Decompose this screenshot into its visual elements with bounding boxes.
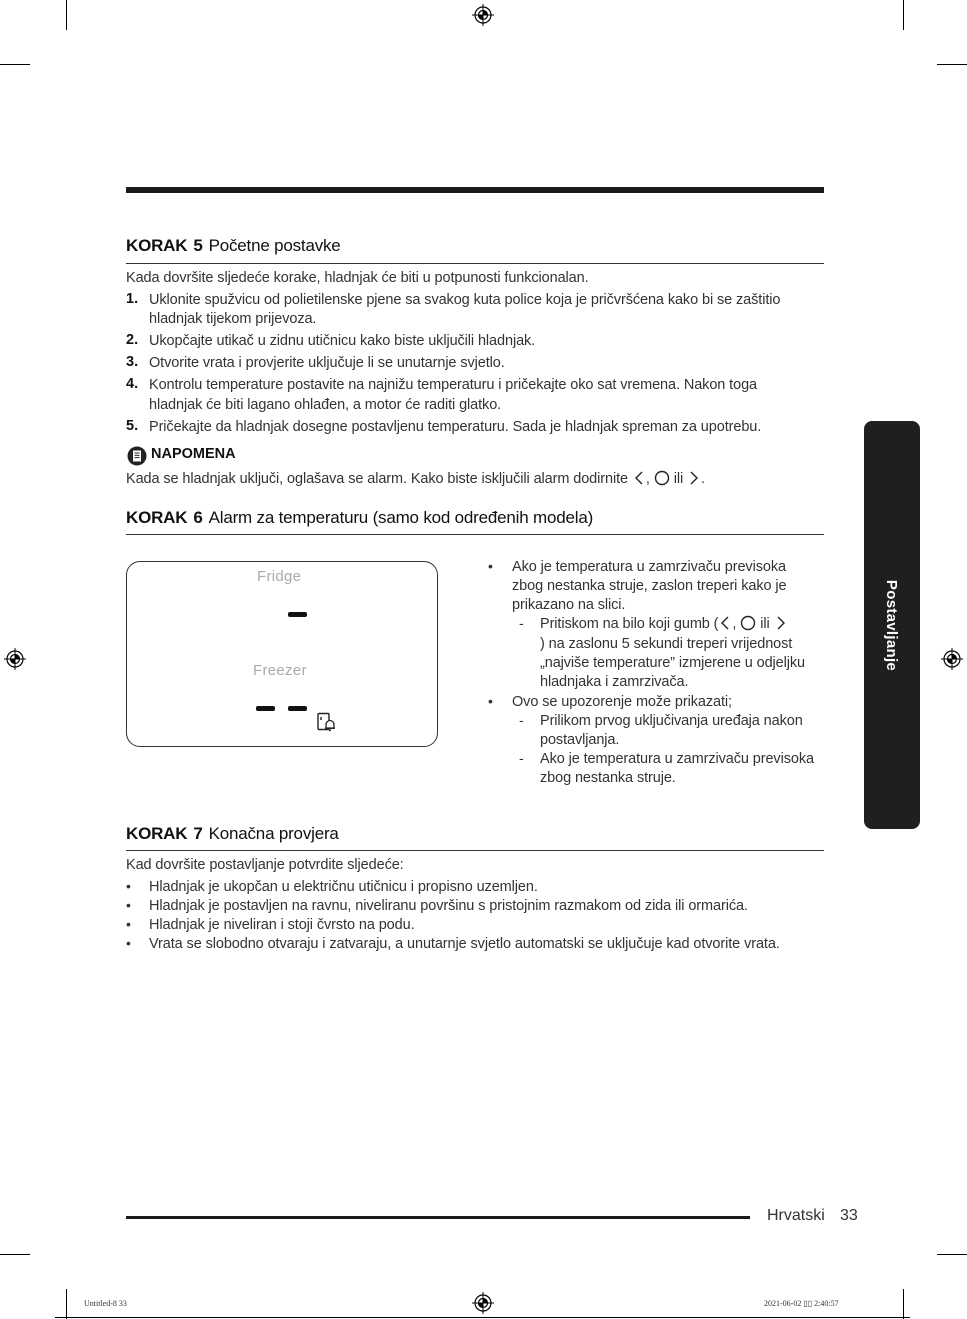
sub-dash: - [519, 750, 524, 766]
print-info-left: Untitled-8 33 [84, 1299, 127, 1308]
step6-sub3-line: Ako je temperatura u zamrzivaču previsoka [540, 751, 814, 767]
step7-heading: KORAK 7 Konačna provjera [126, 824, 339, 843]
registration-mark-icon [941, 648, 963, 670]
fridge-dash [288, 612, 307, 617]
step5-item-num: 3. [126, 354, 139, 370]
left-arrow-icon [632, 470, 646, 486]
top-rule [126, 187, 824, 193]
side-section-tab-label: Postavljanje [883, 579, 901, 671]
crop-mark [55, 1317, 910, 1318]
crop-mark [937, 1254, 967, 1255]
step6-bullet1-line: zbog nestanka struje, zaslon treperi kako je [512, 578, 787, 594]
step5-intro: Kada dovršite sljedeće korake, hladnjak će biti u potpunosti funkcionalan. [126, 270, 589, 286]
display-panel-illustration [126, 561, 438, 747]
sub-dash: - [519, 712, 524, 728]
note-icon [127, 446, 147, 466]
note-text: Kada se hladnjak uključi, oglašava se alarm. Kako biste isključili alarm dodirnite , ili . [126, 471, 705, 487]
crop-mark [937, 64, 967, 65]
step5-rule [126, 263, 824, 264]
step6-sub3-line: zbog nestanka struje. [540, 770, 676, 786]
bullet-dot: • [126, 935, 131, 951]
bullet-dot: • [126, 916, 131, 932]
note-label: NAPOMENA [151, 446, 236, 462]
step5-item-text: hladnjak tijekom prijevoza. [149, 311, 317, 327]
crop-mark [66, 1289, 67, 1319]
step5-item-num: 1. [126, 291, 139, 307]
crop-mark [903, 0, 904, 30]
bullet-dot: • [488, 558, 493, 574]
registration-mark-icon [472, 1292, 494, 1314]
step5-heading: KORAK 5 Početne postavke [126, 236, 341, 255]
right-arrow-icon [774, 615, 788, 631]
alarm-icon [316, 712, 336, 732]
step5-item-num: 2. [126, 332, 139, 348]
step5-item-num: 5. [126, 418, 139, 434]
step5-item-text: Ukopčajte utikač u zidnu utičnicu kako biste uključili hladnjak. [149, 333, 536, 349]
step7-intro: Kad dovršite postavljanje potvrdite sljedeće: [126, 857, 404, 873]
step5-item-text: Pričekajte da hladnjak dosegne postavljenu temperaturu. Sada je hladnjak spreman za upotrebu. [149, 419, 762, 435]
crop-mark [903, 1289, 904, 1319]
circle-button-icon [740, 615, 756, 631]
fridge-label: Fridge [257, 568, 302, 585]
registration-mark-icon [472, 4, 494, 26]
right-arrow-icon [687, 470, 701, 486]
step6-bullet1-line: Ako je temperatura u zamrzivaču previsoka [512, 559, 786, 575]
footer-language: Hrvatski [767, 1207, 825, 1224]
step7-bullet: Hladnjak je postavljen na ravnu, niveliranu površinu s pristojnim razmakom od zida ili ormarića. [149, 898, 748, 914]
step6-rule [126, 534, 824, 535]
crop-mark [0, 64, 30, 65]
step6-sub1-line: ) na zaslonu 5 sekundi treperi vrijednost [540, 636, 793, 652]
step5-item-text: Otvorite vrata i provjerite uključuje li se unutarnje svjetlo. [149, 355, 505, 371]
registration-mark-icon [4, 648, 26, 670]
step6-bullet1-line: prikazano na slici. [512, 597, 626, 613]
step7-bullet: Hladnjak je niveliran i stoji čvrsto na podu. [149, 917, 415, 933]
freezer-dash [288, 706, 307, 711]
print-info-right: 2021-06-02 ▯▯ 2:40:57 [764, 1299, 839, 1308]
step5-item-text: Uklonite spužvicu od polietilenske pjene sa svakog kuta police koja je pričvršćena kako bi se zaštitio [149, 292, 781, 308]
step7-rule [126, 850, 824, 851]
footer-rule [126, 1216, 750, 1219]
freezer-dash [256, 706, 275, 711]
step5-item-text: hladnjak će biti lagano ohlađen, a motor će raditi glatko. [149, 397, 502, 413]
freezer-label: Freezer [253, 662, 307, 679]
left-arrow-icon [718, 615, 732, 631]
step7-bullet: Hladnjak je ukopčan u električnu utičnicu i propisno uzemljen. [149, 879, 538, 895]
step6-heading: KORAK 6 Alarm za temperaturu (samo kod određenih modela) [126, 508, 594, 527]
step6-sub2-line: postavljanja. [540, 732, 620, 748]
crop-mark [66, 0, 67, 30]
sub-dash: - [519, 615, 524, 631]
step6-sub1-line: hladnjaka i zamrzivača. [540, 674, 689, 690]
page-number: 33 [840, 1207, 858, 1224]
bullet-dot: • [126, 897, 131, 913]
step6-sub1-line: Pritiskom na bilo koji gumb ( , ili [540, 615, 788, 634]
step6-sub2-line: Prilikom prvog uključivanja uređaja nakon [540, 713, 803, 729]
bullet-dot: • [126, 878, 131, 894]
step5-item-num: 4. [126, 376, 139, 392]
step6-sub1-line: „najviše temperature” izmjerene u odjeljku [540, 655, 805, 671]
crop-mark [0, 1254, 30, 1255]
circle-button-icon [654, 470, 670, 486]
step5-item-text: Kontrolu temperature postavite na najnižu temperaturu i pričekajte oko sat vremena. Nakon toga [149, 377, 757, 393]
step7-bullet: Vrata se slobodno otvaraju i zatvaraju, a unutarnje svjetlo automatski se uključuje kad otvorite vrata. [149, 936, 780, 952]
bullet-dot: • [488, 693, 493, 709]
step6-bullet2: Ovo se upozorenje može prikazati; [512, 694, 732, 710]
